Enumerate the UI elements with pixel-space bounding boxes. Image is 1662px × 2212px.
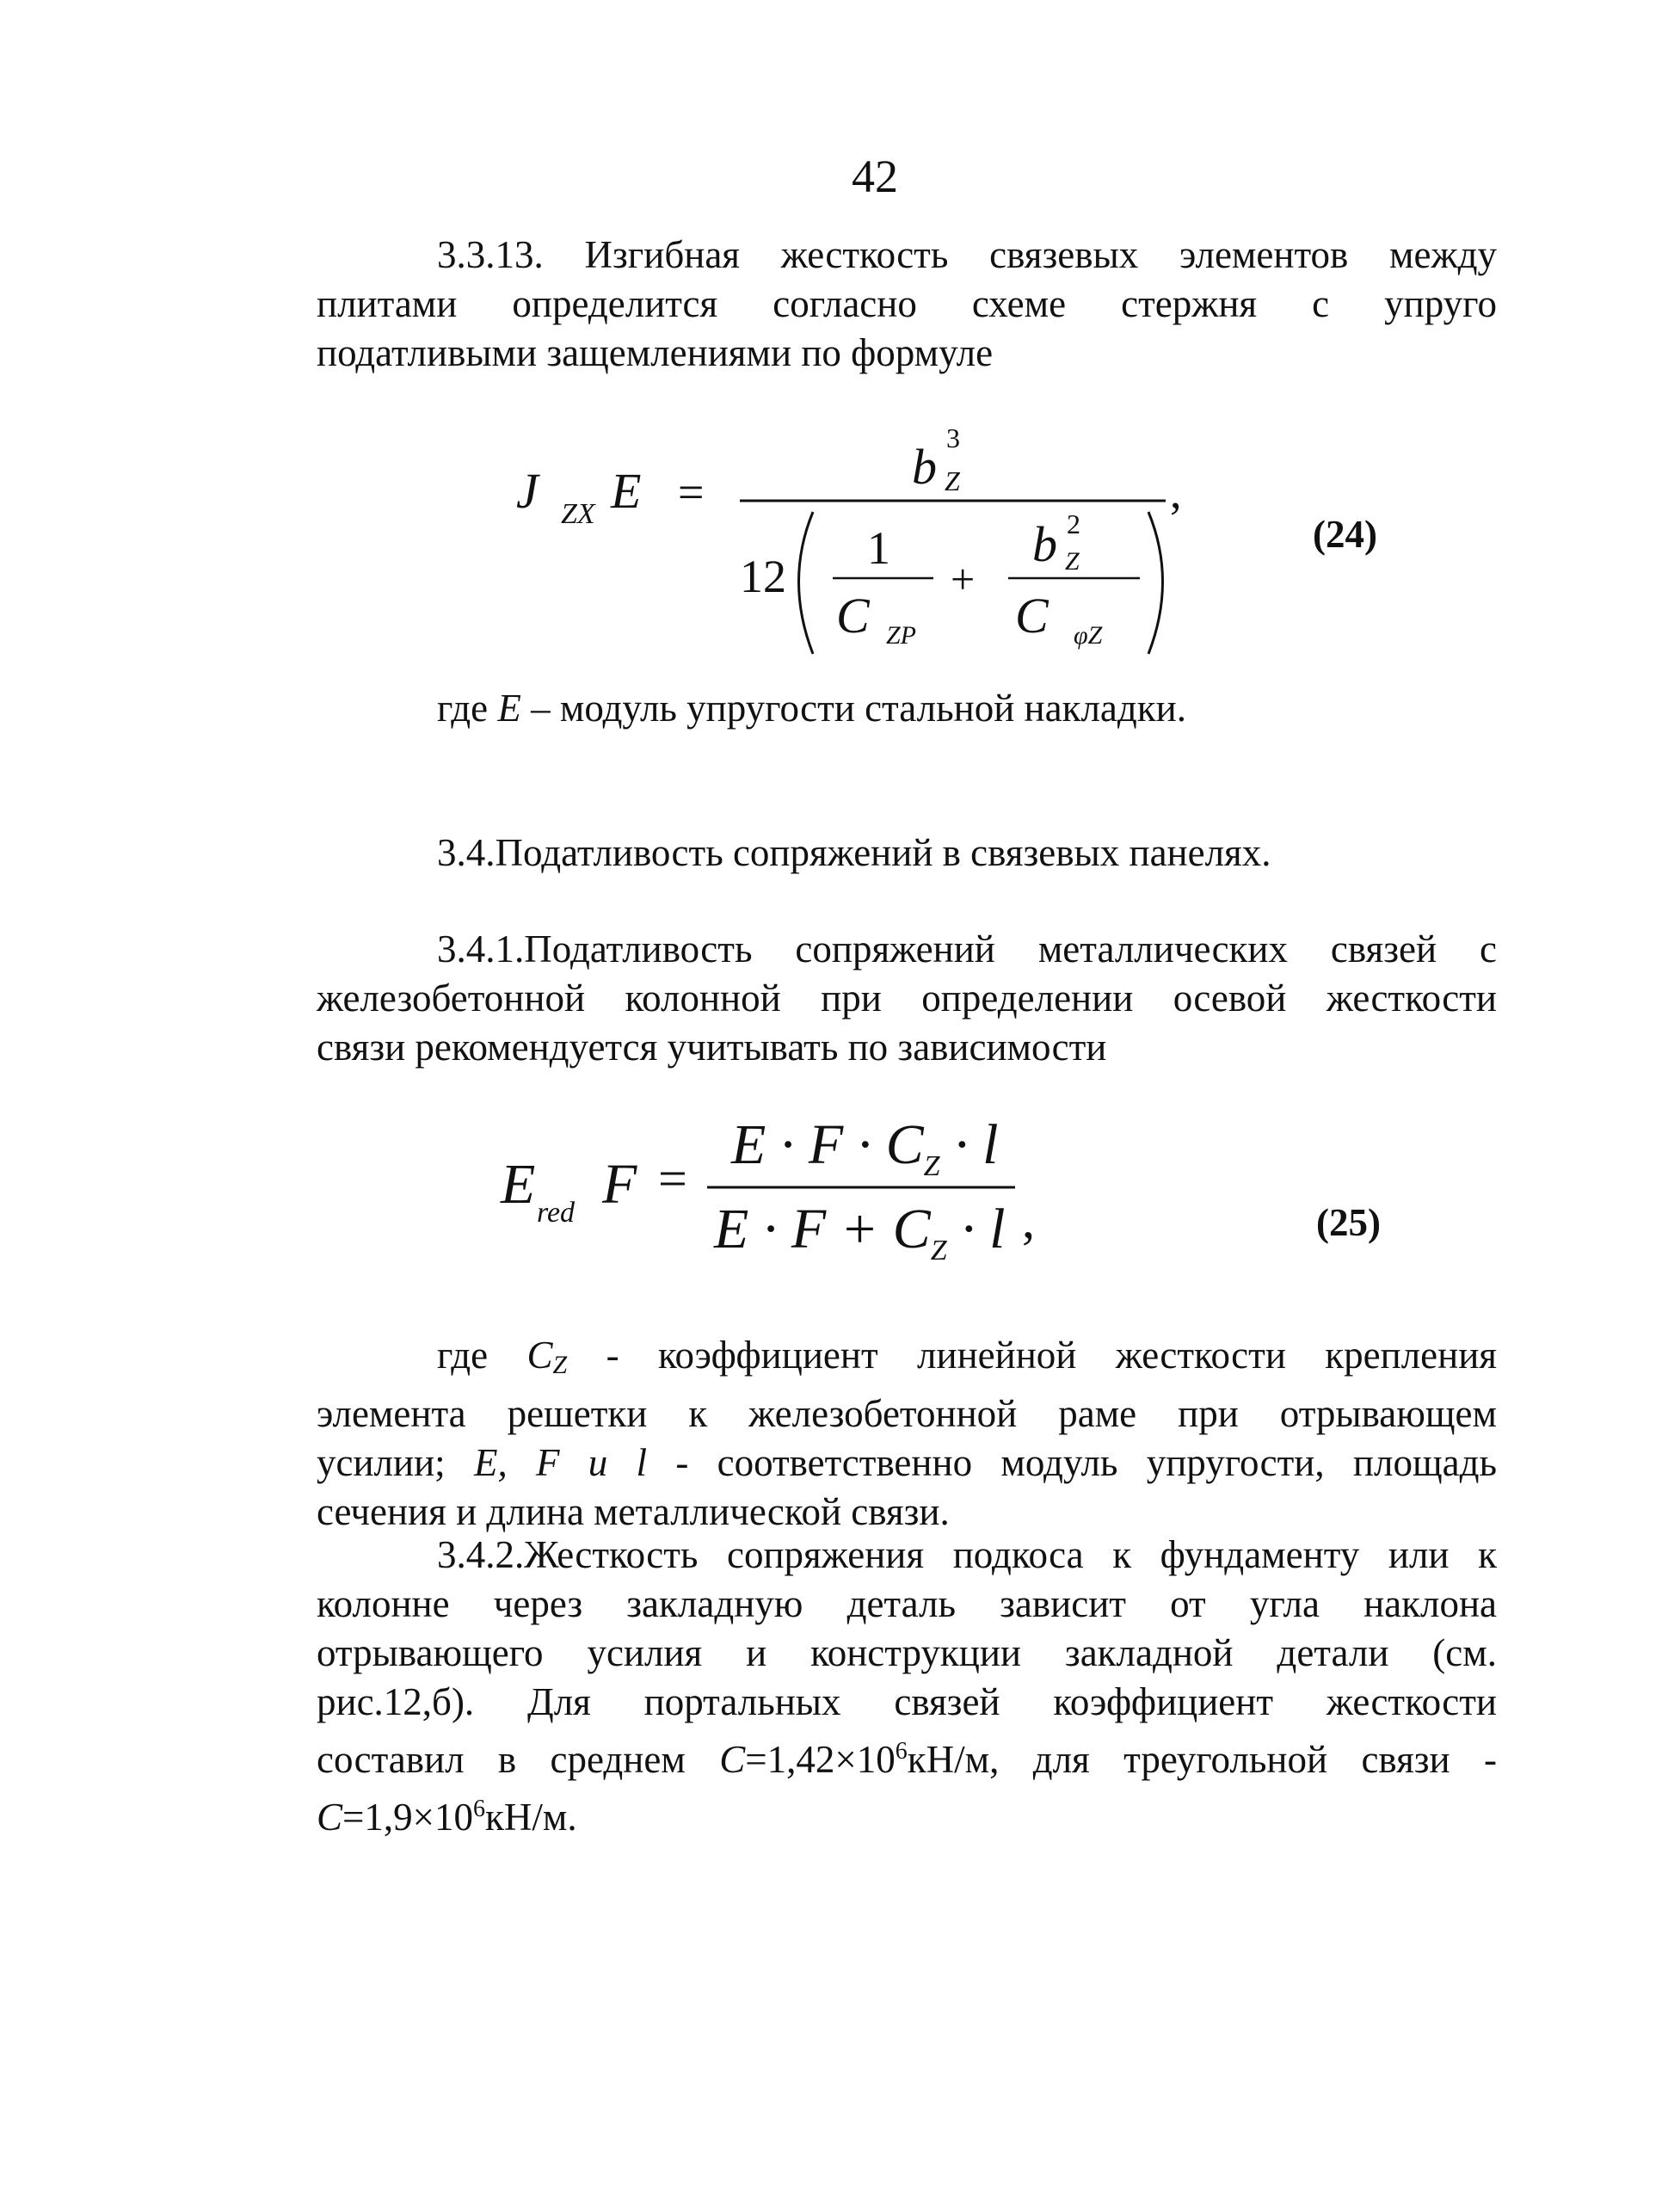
text-line xyxy=(317,1439,1497,1488)
formula25-denominator xyxy=(713,1198,1005,1266)
den-main: E · F + C xyxy=(714,1198,931,1260)
line6-exponent: 6 xyxy=(473,1796,486,1822)
formula-number-25: (25) xyxy=(1316,1201,1381,1244)
denominator-12: 12 xyxy=(740,551,786,602)
formula-24 xyxy=(482,422,1256,680)
formula-lhs-sub: ZX xyxy=(561,498,595,530)
text-line: железобетонной колонной при определении осевой жесткости xyxy=(317,977,1497,1020)
text-line: плитами определится согласно схеме стержня с упруго xyxy=(317,282,1497,325)
line6-symbol: C xyxy=(317,1796,343,1839)
num-sub: Z xyxy=(923,1150,940,1182)
where-24 xyxy=(437,684,1186,733)
text-line xyxy=(317,1784,1497,1842)
formula-25 xyxy=(482,1110,1170,1282)
line5-value: =1,42×10 xyxy=(745,1738,896,1781)
formula25-numerator xyxy=(730,1113,998,1182)
paragraph-where-25 xyxy=(317,1331,1497,1537)
den-tail: · l xyxy=(946,1198,1006,1260)
num-main: E · F · C xyxy=(731,1113,924,1176)
text-line: колонне через закладную деталь зависит от угла наклона xyxy=(317,1582,1497,1625)
formula25-lhs-f: F xyxy=(602,1153,637,1216)
section-heading-3-4: 3.4.Податливость сопряжений в связевых панелях. xyxy=(437,831,1271,874)
formula-lhs-j: J xyxy=(516,463,539,519)
text-line: 3.3.13. Изгибная жесткость связевых элементов между xyxy=(437,233,1497,276)
frac1-den-sub: ZP xyxy=(886,621,917,650)
where25-prefix: где xyxy=(437,1334,527,1377)
frac2-num-b: b xyxy=(1032,516,1057,572)
left-paren xyxy=(799,512,814,654)
frac2-den-c: C xyxy=(1015,588,1049,644)
frac2-den-sub: φZ xyxy=(1074,621,1103,650)
formula25-lhs-sub: red xyxy=(537,1197,576,1229)
page-number: 42 xyxy=(852,151,898,202)
line6-value: =1,9×10 xyxy=(342,1796,474,1839)
text-line: сечения и длина металлической связи. xyxy=(317,1490,950,1533)
text-line xyxy=(317,1727,1497,1784)
num-tail: · l xyxy=(939,1113,999,1176)
paragraph-3-3-13 xyxy=(317,231,1497,378)
den-sub: Z xyxy=(930,1235,947,1266)
text-line: элемента решетки к железобетонной раме при отрывающем xyxy=(317,1392,1497,1435)
frac2-num-sup: 2 xyxy=(1067,508,1080,539)
where25-symbol: C xyxy=(526,1334,553,1377)
formula-comma: , xyxy=(1170,466,1182,518)
numerator-sup: 3 xyxy=(946,422,960,453)
formula-lhs-e: E xyxy=(611,463,642,519)
text-line: рис.12,б). Для портальных связей коэффициент жесткости xyxy=(317,1680,1497,1723)
paragraph-3-4-2 xyxy=(317,1531,1497,1842)
plus-sign: + xyxy=(951,555,976,603)
text-line: связи рекомендуется учитывать по зависимости xyxy=(317,1026,1107,1069)
formula-equals: = xyxy=(678,466,705,518)
where25-line3-text: - соответственно модуль упругости, площадь xyxy=(647,1441,1497,1484)
line5-unit: кН/м, для треугольной связи - xyxy=(907,1738,1497,1781)
formula25-lhs-e: E xyxy=(501,1153,536,1216)
where25-sub: Z xyxy=(552,1351,568,1379)
right-paren xyxy=(1148,512,1163,654)
formula25-comma: , xyxy=(1022,1192,1035,1248)
where-symbol: E xyxy=(497,687,521,730)
text-line xyxy=(317,1331,1497,1389)
where25-line3-prefix: усилии; xyxy=(317,1441,474,1484)
line5-prefix: составил в среднем xyxy=(317,1738,720,1781)
text-line: 3.4.1.Податливость сопряжений металлических связей с xyxy=(437,927,1497,970)
line5-exponent: 6 xyxy=(895,1738,908,1765)
line5-symbol: C xyxy=(719,1738,746,1781)
frac2-num-sub: Z xyxy=(1065,547,1080,576)
where-prefix: где xyxy=(437,687,498,730)
formula-number-24: (24) xyxy=(1313,513,1377,556)
frac1-den-c: C xyxy=(836,588,870,644)
formula25-equals: = xyxy=(658,1150,687,1207)
numerator-b: b xyxy=(912,439,937,495)
line6-unit: кН/м. xyxy=(485,1796,577,1839)
text-line: 3.4.2.Жесткость сопряжения подкоса к фундаменту или к xyxy=(437,1533,1497,1576)
text-line: податливыми защемлениями по формуле xyxy=(317,331,994,374)
frac1-num: 1 xyxy=(867,522,890,574)
paragraph-3-4-1 xyxy=(317,925,1497,1072)
where25-line3-symbols: E, F и l xyxy=(473,1441,648,1484)
numerator-sub: Z xyxy=(945,465,960,496)
where-text: – модуль упругости стальной накладки. xyxy=(520,687,1186,730)
where25-text: - коэффициент линейной жесткости крепления xyxy=(567,1334,1497,1377)
text-line: отрывающего усилия и конструкции закладной детали (см. xyxy=(317,1631,1497,1674)
